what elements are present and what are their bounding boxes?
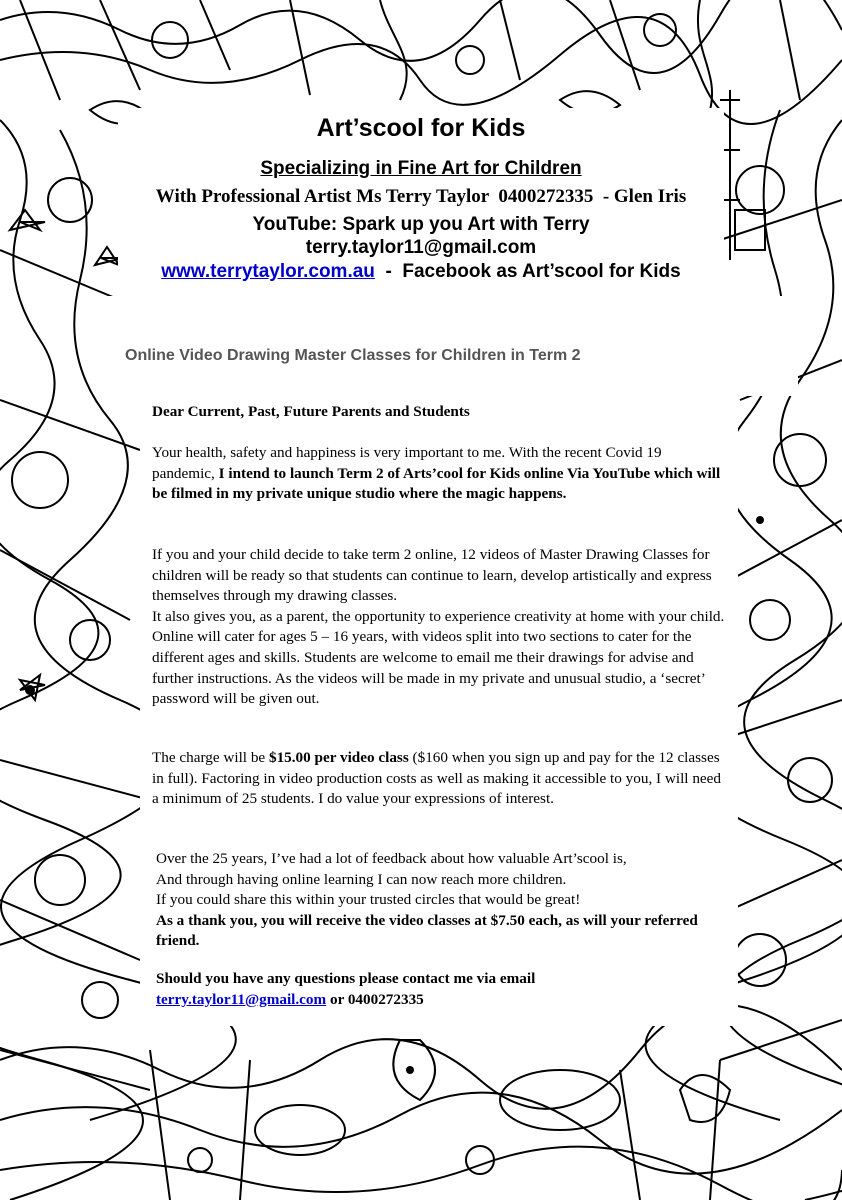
contact-phone: or 0400272335 xyxy=(326,990,424,1008)
section-title: Online Video Drawing Master Classes for Children in Term 2 xyxy=(125,347,581,364)
greeting-text: Dear Current, Past, Future Parents and Students xyxy=(152,403,470,420)
p4-thank-you: As a thank you, you will receive the video classes at $7.50 each, as will your referred friend. xyxy=(156,911,698,950)
letter-paragraph-4 xyxy=(156,849,731,952)
letter-paragraph-5 xyxy=(156,969,731,1010)
p4-line-2: And through having online learning I can now reach more children. xyxy=(156,870,567,888)
header-email: terry.taylor11@gmail.com xyxy=(305,237,537,258)
p3-rest: ($160 when you sign up and pay for the 12 classes in full). Factoring in video production costs as well as making it accessible to you, I will need a minimum of 25 students. I do value your expressions of interest. xyxy=(152,749,721,808)
page-subtitle: Specializing in Fine Art for Children xyxy=(260,158,582,179)
letter-paragraph-3 xyxy=(152,748,727,810)
youtube-line: YouTube: Spark up you Art with Terry xyxy=(252,214,590,235)
price-per-class: $15.00 per video class xyxy=(268,749,409,766)
artist-contact-line: With Professional Artist Ms Terry Taylor 0400272335 - Glen Iris xyxy=(155,186,687,207)
contact-email-link[interactable]: terry.taylor11@gmail.com xyxy=(156,990,327,1008)
p3-start: The charge will be xyxy=(152,749,269,766)
p4-line-3: If you could share this within your trusted circles that would be great! xyxy=(156,891,581,909)
website-facebook-line xyxy=(0,261,842,283)
section-title-panel xyxy=(108,296,798,396)
letter-greeting xyxy=(152,402,727,423)
p1-bold-text: I intend to launch Term 2 of Arts’cool for Kids online Via YouTube which will be filmed in my private unique studio where the magic happens. xyxy=(152,464,721,503)
questions-text: Should you have any questions please contact me via email xyxy=(156,970,536,987)
p2-part-a: If you and your child decide to take term 2 online, 12 videos of Master Drawing Classes for children will be ready so that students can continue to learn, develop artistically and express themselves through my drawing classes. xyxy=(152,546,712,605)
page-title: Art’scool for Kids xyxy=(316,114,526,142)
p1-text: Your health, safety and happiness is very important to me. With the recent Covid 19 pandemic, xyxy=(152,444,662,482)
letter-paragraph-2 xyxy=(152,545,727,710)
letter-paragraph-1 xyxy=(152,443,727,505)
facebook-text: - Facebook as Art’scool for Kids xyxy=(374,261,681,282)
p4-line-1: Over the 25 years, I’ve had a lot of feedback about how valuable Art’scool is, xyxy=(156,850,627,867)
p2-part-b: It also gives you, as a parent, the opportunity to experience creativity at home with your child. Online will cater for ages 5 – 16 years, with videos split into two sections to cater for the different ages and skills. Students are welcome to email me their drawings for advise and further instructions. As the videos will be made in my private and unusual studio, a ‘secret’ password will be given out. xyxy=(152,607,725,708)
website-link[interactable]: www.terrytaylor.com.au xyxy=(161,261,375,282)
